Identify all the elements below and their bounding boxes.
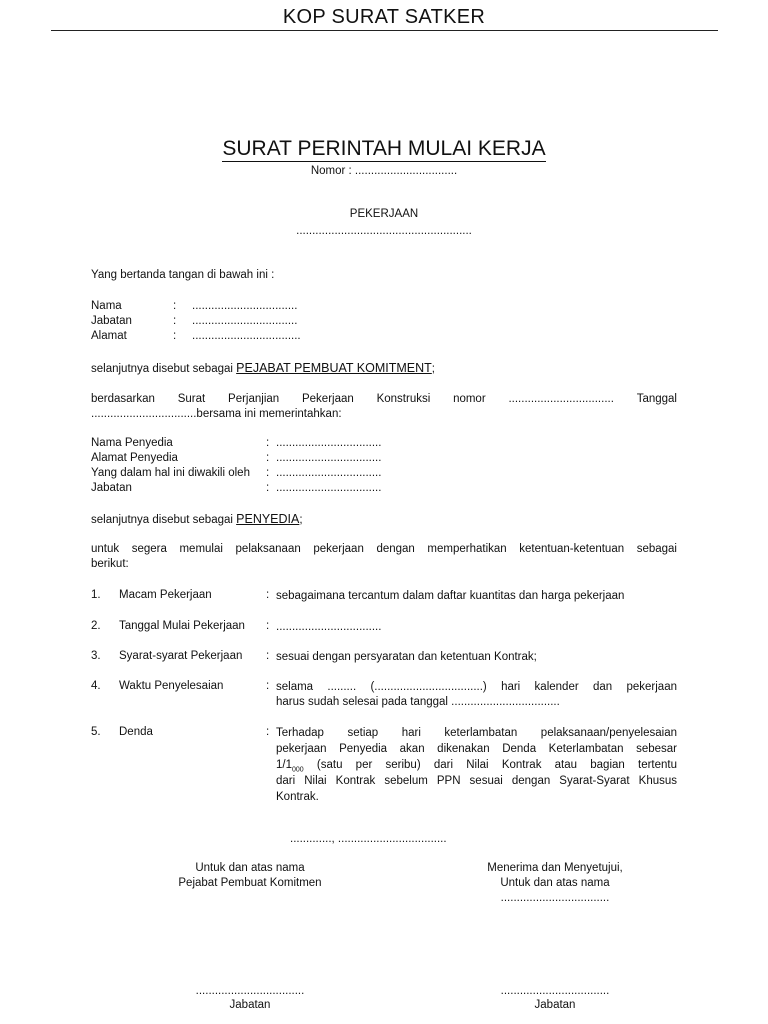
- item-number: 1.: [91, 589, 101, 601]
- fraction-subscript: 000: [292, 766, 304, 774]
- provider-name-value: .................................: [276, 437, 382, 449]
- item-separator: :: [266, 726, 270, 738]
- provider-address-label: Alamat Penyedia: [91, 452, 178, 464]
- left-signature-role: Jabatan: [229, 999, 271, 1011]
- provider-address-sep: :: [266, 452, 270, 464]
- right-signature-name: ..................................: [500, 985, 610, 997]
- item-text-line: pekerjaan Penyedia akan dikenakan Denda Keterlambatan sebesar: [276, 743, 677, 755]
- basis-line-1: [91, 393, 677, 405]
- item-label: Macam Pekerjaan: [119, 589, 212, 601]
- provider-prefix: selanjutnya disebut sebagai: [91, 514, 233, 526]
- basis-word: .................................: [508, 393, 614, 405]
- provider-representative-sep: :: [266, 467, 270, 479]
- basis-word: berdasarkan: [91, 393, 155, 405]
- item-number: 2.: [91, 620, 101, 632]
- basis-line-2: .................................bersama ini memerintahkan:: [91, 408, 342, 420]
- signer-address-value: ..................................: [192, 330, 301, 342]
- item-text: .................................: [276, 621, 382, 633]
- place-date: ............., ..................................: [290, 833, 447, 845]
- item-number: 3.: [91, 650, 101, 662]
- right-signature-role: Jabatan: [534, 999, 576, 1011]
- letterhead: KOP SURAT SATKER: [282, 6, 486, 28]
- signer-position-value: .................................: [192, 315, 298, 327]
- item-text-line: Terhadap setiap hari keterlambatan pelaksanaan/penyelesaian: [276, 727, 677, 739]
- fraction-base: 1/1: [276, 759, 292, 771]
- document-title-wrap: [0, 137, 768, 161]
- item-label: Denda: [119, 726, 153, 738]
- document-title: SURAT PERINTAH MULAI KERJA: [222, 137, 546, 160]
- item-separator: :: [266, 680, 270, 692]
- provider-representative-value: .................................: [276, 467, 382, 479]
- item-text-line: harus sudah selesai pada tanggal ..................................: [276, 696, 560, 708]
- ppk-prefix: selanjutnya disebut sebagai: [91, 363, 233, 375]
- left-sign-line-2: Pejabat Pembuat Komitmen: [178, 877, 322, 889]
- item-text: sebagaimana tercantum dalam daftar kuantitas dan harga pekerjaan: [276, 590, 625, 602]
- pekerjaan-label: PEKERJAAN: [349, 208, 419, 220]
- provider-name-sep: :: [266, 437, 270, 449]
- basis-word: nomor: [453, 393, 486, 405]
- provider-position-sep: :: [266, 482, 270, 494]
- signer-address-sep: :: [173, 330, 177, 342]
- provider-position-label: Jabatan: [91, 482, 132, 494]
- signer-name-label: Nama: [91, 300, 122, 312]
- item-text-line: dari Nilai Kontrak sebelum PPN sesuai dengan Syarat-Syarat Khusus: [276, 775, 677, 787]
- fraction-rest: (satu per seribu) dari Nilai Kontrak atau bagian tertentu: [303, 759, 677, 771]
- item-label: Tanggal Mulai Pekerjaan: [119, 620, 245, 632]
- provider-sentence: [91, 512, 303, 526]
- signer-name-sep: :: [173, 300, 177, 312]
- right-sign-line-2: Untuk dan atas nama: [500, 877, 610, 889]
- signer-position-label: Jabatan: [91, 315, 132, 327]
- basis-word: Pekerjaan: [301, 393, 354, 405]
- basis-word: Konstruksi: [376, 393, 431, 405]
- signer-address-label: Alamat: [91, 330, 127, 342]
- provider-suffix: ;: [299, 514, 303, 526]
- ppk-sentence: [91, 361, 435, 375]
- signer-name-value: .................................: [192, 300, 298, 312]
- item-separator: :: [266, 589, 270, 601]
- item-number: 5.: [91, 726, 101, 738]
- item-text-line-fraction: [276, 759, 677, 773]
- basis-word: Surat: [177, 393, 206, 405]
- item-text-line: Kontrak.: [276, 791, 319, 803]
- provider-position-value: .................................: [276, 482, 382, 494]
- left-signature-name: ..................................: [195, 985, 305, 997]
- item-label: Syarat-syarat Pekerjaan: [119, 650, 243, 662]
- ppk-term: PEJABAT PEMBUAT KOMITMENT: [236, 361, 432, 375]
- letterhead-rule: [51, 30, 718, 31]
- intro-text: Yang bertanda tangan di bawah ini :: [91, 269, 275, 281]
- signer-position-sep: :: [173, 315, 177, 327]
- item-separator: :: [266, 650, 270, 662]
- item-label: Waktu Penyelesaian: [119, 680, 224, 692]
- instruction-line-1: untuk segera memulai pelaksanaan pekerjaan dengan memperhatikan ketentuan-ketentuan sebagai: [91, 543, 677, 555]
- right-sign-line-3: ..................................: [500, 892, 610, 904]
- provider-name-label: Nama Penyedia: [91, 437, 173, 449]
- instruction-line-2: berikut:: [91, 558, 129, 570]
- provider-address-value: .................................: [276, 452, 382, 464]
- basis-word: Perjanjian: [228, 393, 280, 405]
- provider-term: PENYEDIA: [236, 512, 300, 526]
- item-separator: :: [266, 620, 270, 632]
- right-sign-line-1: Menerima dan Menyetujui,: [487, 862, 623, 874]
- item-number: 4.: [91, 680, 101, 692]
- document-number: Nomor : ................................: [310, 165, 458, 177]
- basis-word: Tanggal: [636, 393, 677, 405]
- item-text: sesuai dengan persyaratan dan ketentuan Kontrak;: [276, 651, 537, 663]
- ppk-suffix: ;: [431, 363, 435, 375]
- item-text-line: selama ......... (..................................) hari kalender dan pekerjaan: [276, 681, 677, 693]
- provider-representative-label: Yang dalam hal ini diwakili oleh: [91, 467, 250, 479]
- left-sign-line-1: Untuk dan atas nama: [195, 862, 305, 874]
- pekerjaan-dots: .......................................................: [296, 225, 472, 237]
